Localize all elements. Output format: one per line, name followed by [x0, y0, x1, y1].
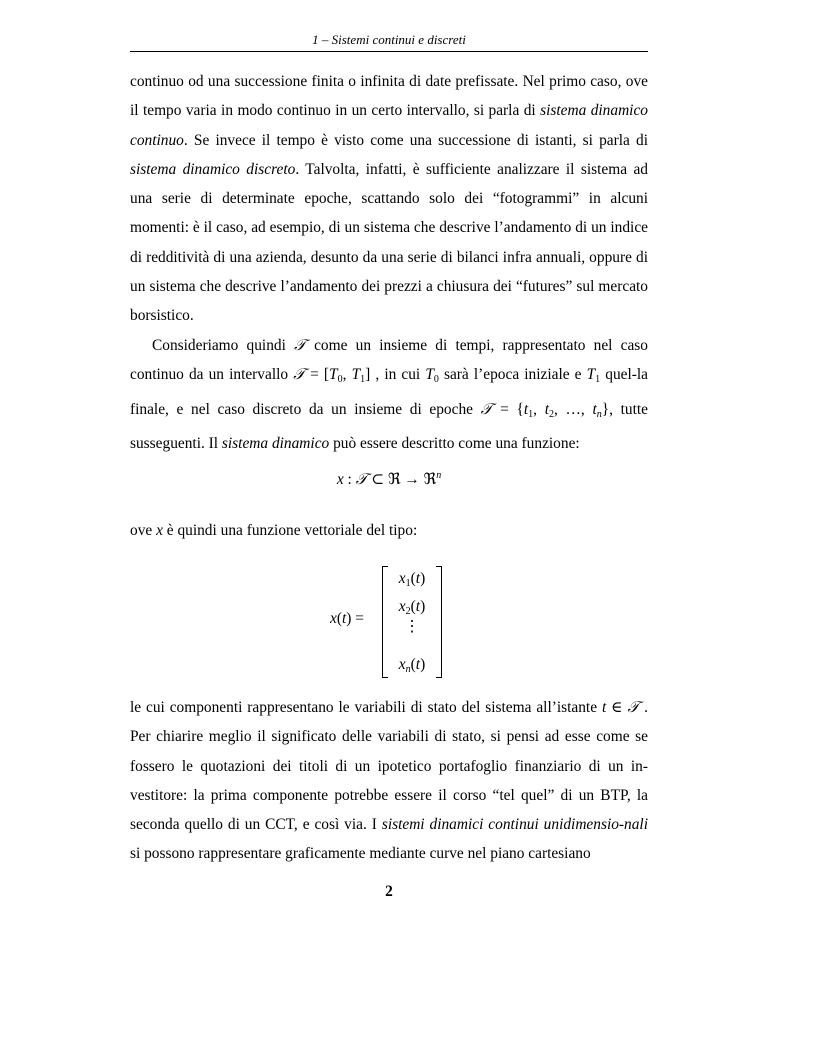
running-header: 1 – Sistemi continui e discreti [130, 32, 648, 52]
page-number: 2 [385, 883, 393, 900]
column-vector [382, 566, 442, 678]
display-equation-function: x : 𝒯 ⊂ ℜ → ℜ$^n$ [336, 470, 442, 488]
emphasis-discrete: sistema dinamico discreto [130, 160, 296, 178]
paragraph-intro: continuo od una successione finita o infinita di date prefissate. Nel primo caso, ove il tempo varia in modo continuo in un certo intervallo, si parla di sistema dinamico continuo. Se invece il tempo è visto come una successione di istanti, si parla di sistema dinamico discreto. Talvolta, infatti, è sufficiente analizzare il sistema ad una serie di determinate epoche, scattando solo dei “fotogrammi” in alcuni momenti: è il caso, ad esempio, di un sistema che descrive l’andamento di un indice di redditività di una azienda, desunto da una serie di bilanci infra annuali, oppure di un sistema che descrive l’andamento dei prezzi a chiusura dei “futures” sul mercato borsistico. [130, 73, 648, 325]
vector-vdots: ⋮ [404, 618, 420, 635]
paragraph-time-set: Consideriamo quindi 𝒯 come un insieme di tempi, rappresentato nel caso continuo da un intervallo 𝒯 = [$T_0$, $T_1$] , in cui $T_0$ sarà l’epoca iniziale e $T_1$ quel-la finale, e nel caso discreto da un insieme di epoche 𝒯 = {$t_1$, $t_2$, …, tn}, tutte susseguenti. Il sistema dinamico può essere descritto come una funzione: [130, 336, 648, 452]
vector-entry-n: xn(t) [398, 656, 426, 675]
paragraph-vector-intro: ove x è quindi una funzione vettoriale del tipo: [130, 522, 418, 539]
vector-lhs: x(t) = [330, 610, 364, 627]
emphasis-continuous: sistema dinamico continuo [130, 102, 648, 149]
vector-entry-2: $x_2(t)$ [398, 598, 426, 617]
emphasis-unidimensional: sistemi dinamici continui unidimensio-nali [381, 816, 648, 834]
math-epoch-set: 𝒯 = {$t_1$, $t_2$, …, tn} [480, 399, 610, 420]
math-interval: 𝒯 = [$T_0$, $T_1$] [293, 365, 371, 386]
paragraph-state-variables: le cui componenti rappresentano le variabili di stato del sistema all’istante t ∈ 𝒯 . Per chiarire meglio il significato delle variabili di stato, si pensi ad esse come se fossero le quotazioni dei titoli di un ipotetico portafoglio finanziario di un in-vestitore: la prima componente potrebbe essere il corso “tel quel” di un BTP, la seconda quello di un CCT, e così via. I sistemi dinamici continui unidimensio-nali si possono rappresentare graficamente mediante curve nel piano cartesiano [130, 698, 649, 863]
vector-entry-1: $x_1(t)$ [398, 570, 426, 589]
emphasis-dynamic-system: sistema dinamico [221, 434, 330, 452]
